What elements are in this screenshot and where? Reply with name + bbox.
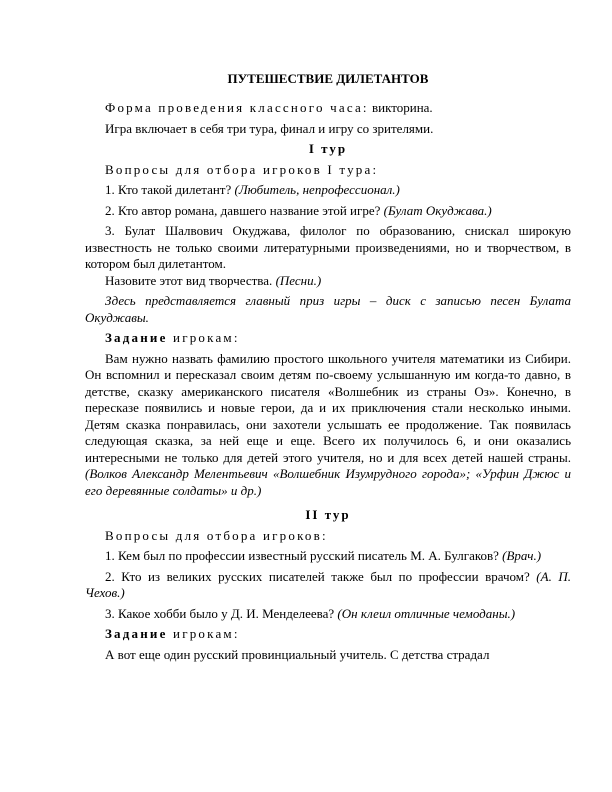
question-text: 1. Кто такой дилетант? [105, 182, 235, 197]
tour2-task-heading [85, 626, 571, 643]
tour1-task-heading [85, 330, 571, 347]
tour1-question-1 [85, 182, 571, 199]
question-text: 3. Какое хобби было у Д. И. Менделеева? [105, 605, 338, 621]
question-text: 1. Кем был по профессии известный русский писатель М. А. Булгаков? [105, 548, 503, 563]
answer-text: (Песни.) [275, 272, 322, 288]
tour1-question-2 [85, 203, 571, 220]
tour2-selection: Вопросы для отбора игроков: [105, 527, 328, 543]
task-label-rest: игрокам: [167, 626, 240, 641]
question-text: 2. Кто автор романа, давшего название этой игре? [105, 202, 384, 218]
question-text: Назовите этот вид творчества. [105, 272, 276, 288]
form-value: викторина. [368, 100, 433, 115]
tour2-heading: II тур [305, 507, 351, 522]
answer-text: (Булат Окуджава.) [383, 202, 492, 218]
task-label: Задание [105, 330, 168, 345]
tour2-question-3 [85, 606, 571, 623]
intro-line: Игра включает в себя три тура, финал и игру со зрителями. [105, 120, 434, 136]
task-label-rest: игрокам: [167, 330, 240, 345]
answer-text: (Любитель, непрофессионал.) [234, 182, 400, 197]
form-label: Форма проведения классного часа: [105, 100, 369, 115]
answer-text: (А. П. Чехов.) [85, 568, 571, 600]
tour2-question-1 [85, 548, 571, 565]
form-line [85, 100, 571, 117]
tour1-heading: I тур [308, 141, 348, 156]
tour1-selection: Вопросы для отбора игроков I тура: [105, 161, 379, 177]
answer-text: (Он клеил отличные чемоданы.) [337, 605, 516, 621]
tour1-question-3: 3. Булат Шалвович Окуджава, филолог по образованию, снискал широкую известность не только своими литературными произведениями, но и творчеством, в котором был дилетантом. [85, 223, 571, 271]
task-label: Задание [105, 626, 168, 641]
tour1-task-text [85, 351, 571, 500]
tour2-task-text: А вот еще один русский провинциальный учитель. С детства страдал [105, 646, 490, 662]
page-title: ПУТЕШЕСТВИЕ ДИЛЕТАНТОВ [227, 71, 429, 86]
tour2-question-2 [85, 569, 571, 602]
document-body [85, 100, 571, 663]
tour1-question-3b [85, 273, 571, 290]
question-text: 2. Кто из великих русских писателей также был по профессии врачом? [105, 568, 537, 584]
answer-text: (Врач.) [502, 548, 542, 563]
tour1-prize-note: Здесь представляется главный приз игры – диск с записью песен Булата Окуджавы. [85, 293, 571, 325]
task-text: Вам нужно назвать фамилию простого школьного учителя математики из Сибири. Он вспомнил и пересказал своим детям по-своему услышанную им когда-то давно, в детстве, сказку американского писателя «Волшебник из страны Оз». Конечно, в пересказе появились и новые герои, да и их приключения стали несколько иными. Детям сказка понравилась, они захотели услышать ее продолжение. Так появилась следующая сказка, за ней еще и еще. Всего их получилось 6, и они оказались интересными не только для детей этого учителя, но и для всех детей нашей страны. [85, 350, 571, 465]
task-answer: (Волков Александр Мелентьевич «Волшебник Изумрудного города»; «Урфин Джюс и его деревянные солдаты» и др.) [85, 466, 571, 498]
